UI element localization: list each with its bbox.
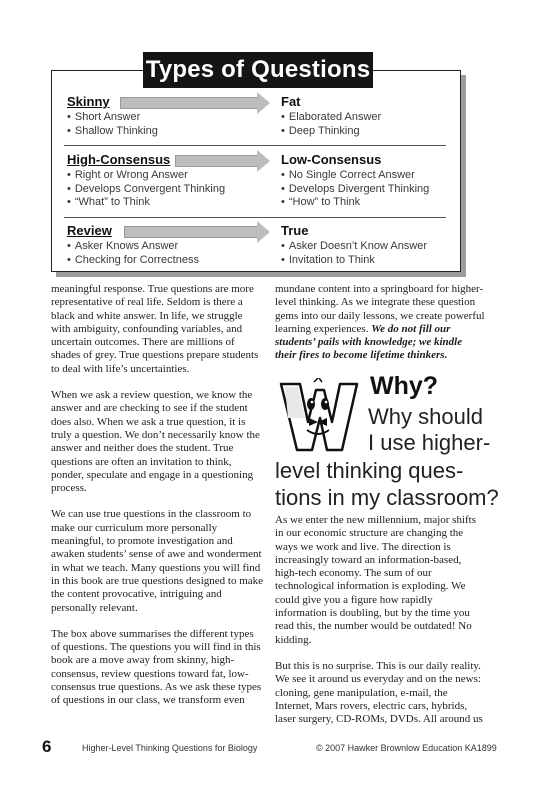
paragraph: But this is no surprise. This is our daily reality. We see it around us everyday and on the news: cloning, gene manipulation, e-mail, the Internet, Mars rovers, electric cars, hybrids, laser surgery, CD-ROMs, DVDs. All around us [275, 659, 483, 726]
arrow-right-icon [175, 155, 258, 167]
list-item: • Develops Divergent Thinking [281, 183, 471, 197]
list-item: • “How” to Think [281, 196, 471, 210]
emphasis-text: We do not fill our students’ pails with knowledge; we kindle their fires to become lifetime thinkers. [275, 322, 463, 362]
why-question-line: Why should [368, 404, 483, 429]
list-item: • Short Answer [67, 111, 257, 125]
footer-copyright: © 2007 Hawker Brownlow Education KA1899 [316, 743, 497, 753]
w-mascot-icon [278, 378, 360, 456]
list-item: • Checking for Correctness [67, 254, 257, 268]
arrow-right-icon [120, 97, 258, 109]
paragraph: As we enter the new millennium, major shifts in our economic structure are changing the ways we work and live. The direction is increasingly toward an information-based, high-tech economy. The sum of our technological information is exploding. We could give you a figure how rapidly information is doubling, but by the time you read this, the number would be outdated! No kidding. [275, 514, 477, 646]
list-item: • Asker Doesn’t Know Answer [281, 240, 471, 254]
list-item: • Shallow Thinking [67, 125, 257, 139]
why-heading: Why? [370, 372, 439, 400]
types-of-questions-box [51, 70, 461, 272]
why-question-line: level thinking ques- [275, 458, 464, 483]
list-item: • Develops Convergent Thinking [67, 183, 257, 197]
review-heading: Review [67, 223, 112, 238]
box-title: Types of Questions [143, 52, 373, 88]
left-column-text [51, 283, 263, 721]
list-item: • Asker Knows Answer [67, 240, 257, 254]
arrow-right-icon [124, 226, 258, 238]
low-consensus-heading: Low-Consensus [281, 152, 382, 167]
divider [64, 217, 446, 218]
why-question-line: tions in my classroom? [275, 485, 499, 510]
list-item: • Deep Thinking [281, 125, 471, 139]
skinny-heading: Skinny [67, 94, 110, 109]
list-item: • “What” to Think [67, 196, 257, 210]
right-column-text-bottom [275, 514, 485, 739]
fat-column [281, 93, 471, 138]
footer-book-title: Higher-Level Thinking Questions for Biology [82, 743, 258, 753]
fat-heading: Fat [281, 94, 301, 109]
list-item: • Right or Wrong Answer [67, 169, 257, 183]
list-item: • Invitation to Think [281, 254, 471, 268]
high-consensus-heading: High-Consensus [67, 152, 171, 167]
true-column [281, 222, 471, 267]
low-consensus-column [281, 151, 471, 210]
paragraph: meaningful response. True questions are more representative of real life. Seldom is there a black and white answer. In life, we struggle with ambiguity, confounding variables, and uncertain outcomes. There are millions of shades of grey. True questions prepare students to deal with life’s uncertainties. [51, 283, 259, 375]
divider [64, 145, 446, 146]
paragraph: We can use true questions in the classroom to make our curriculum more personally meaningful, to promote investigation and awaken students’ sense of awe and wonderment in what we teach. Many questions you will find in this book are true questions designed to make the content provocative, intriguing and personally relevant. [51, 508, 264, 614]
true-heading: True [281, 223, 309, 238]
paragraph: When we ask a review question, we know the answer and are checking to see if the student does also. When we ask a true question, it is truly a question. We don’t necessarily know the answer and neither does the student. True questions are often an invitation to think, ponder, speculate and engage in a questioning process. [51, 389, 260, 495]
page-number: 6 [42, 737, 52, 756]
list-item: • Elaborated Answer [281, 111, 471, 125]
why-question-line: I use higher- [368, 430, 491, 455]
list-item: • No Single Correct Answer [281, 169, 471, 183]
paragraph [275, 283, 485, 363]
right-column-text-top [275, 283, 485, 376]
paragraph: The box above summarises the different types of questions. The questions you will find in this book are a move away from skinny, high-consensus, review questions toward fat, low-consensus true questions. As we ask these types of questions in our class, we transform even [51, 627, 262, 707]
paragraph-text: mundane content into a springboard for higher-level thinking. As we integrate these question gems into our daily lessons, we create powerful learning experiences. [275, 283, 485, 335]
